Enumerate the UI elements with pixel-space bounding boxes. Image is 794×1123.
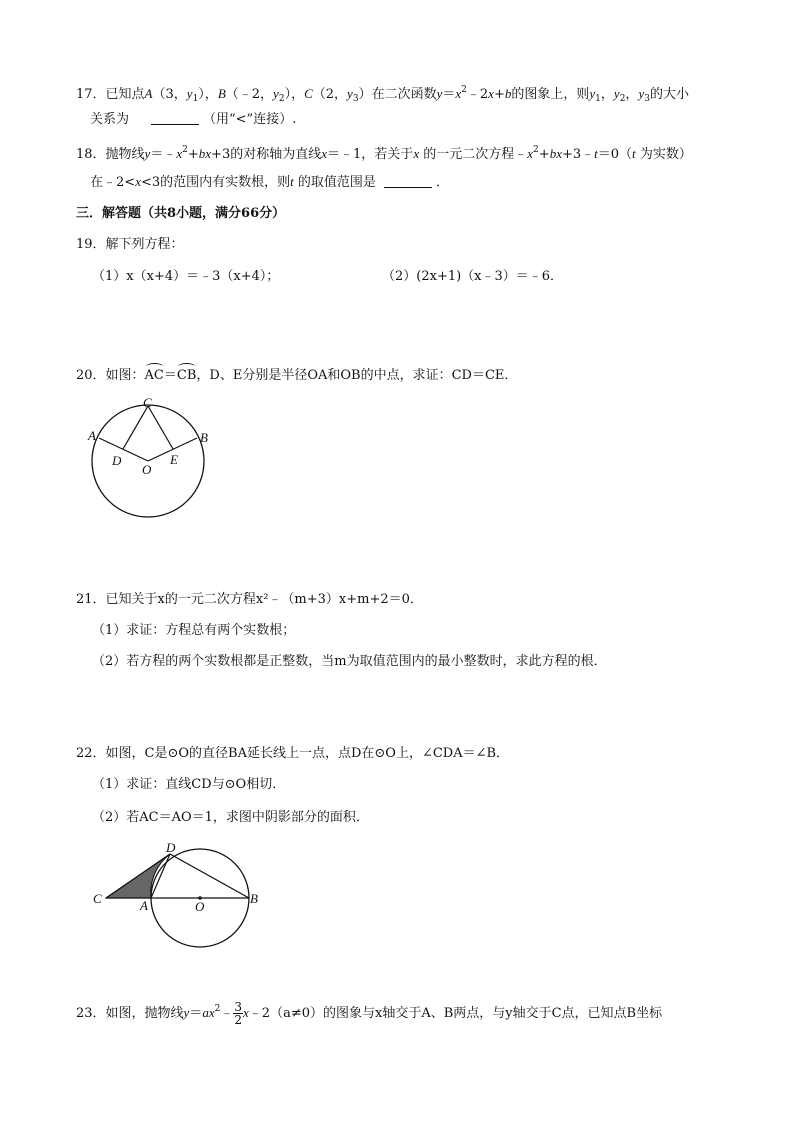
- q22-part2: （2）若AC＝AO＝1，求图中阴影部分的面积．: [92, 810, 369, 825]
- q20-arc-cb: CB: [177, 366, 197, 386]
- q22-label-a: A: [140, 898, 148, 913]
- q19-part2: （2）(2x+1)（x﹣3）＝﹣6．: [382, 269, 564, 284]
- q17-answer-blank: [151, 110, 199, 125]
- q23-line1: 23．如图，抛物线$y=ax^2﹣$ $\frac{3}{2}$ x﹣2（a≠0）的图象与x轴交于A、B两点，与y轴交于C点，已知点B坐标: [76, 1000, 663, 1027]
- q23-text-a: 23．如图，抛物线: [76, 1006, 184, 1021]
- q23-frac-num: 3: [234, 1000, 243, 1014]
- q21-line1: 21．已知关于x的一元二次方程x²﹣（m+3）x+m+2＝0．: [76, 592, 423, 607]
- section3-title: 三．解答题（共8小题，满分66分）: [76, 206, 286, 221]
- q20-label-d: D: [112, 453, 122, 468]
- q18-text-d: 的一元二次方程: [423, 147, 515, 162]
- q18-text-a: 18．抛物线: [76, 147, 145, 162]
- q18-answer-blank: [384, 173, 432, 188]
- q21-part1: （1）求证：方程总有两个实数根；: [92, 623, 296, 638]
- q22-part1: （1）求证：直线CD与⊙O相切．: [92, 777, 286, 792]
- q22-label-c: C: [93, 891, 102, 906]
- q20-rest: ，D、E分别是半径OA和OB的中点，求证：CD＝CE．: [196, 368, 518, 383]
- q20-label-b: B: [200, 430, 208, 445]
- q17-text-d: 的大小: [649, 87, 689, 102]
- q20-eq: ＝: [163, 368, 177, 383]
- q18-text-f: 在: [90, 175, 104, 190]
- q18-line2: 在﹣2<x<3的范围内有实数根，则t 的取值范围是 ．: [90, 174, 449, 190]
- q17-line1: 17．已知点A（3，$y_1$），B（﹣2，$y_2$），C（2，$y_3$）在二次函数$y=x^2﹣2x+b$的图象上，则$y_1$，$y_2$，$y_3$的大小: [76, 85, 689, 104]
- q22-label-b: B: [250, 891, 258, 906]
- q18-text-e: 为实数）: [639, 147, 692, 162]
- q18-text-c: ，若关于: [361, 147, 414, 162]
- q17-text-b: 在二次函数: [371, 87, 437, 102]
- q21-part2: （2）若方程的两个实数根都是正整数，当m为取值范围内的最小整数时，求此方程的根．: [92, 654, 607, 669]
- q20-label-o: O: [142, 462, 152, 477]
- q17-text-f: （用“<”连接）.: [203, 112, 297, 127]
- q17-text-c: 的图象上，则: [511, 87, 590, 102]
- q17-text-a: 17．已知点: [76, 87, 145, 102]
- q20-figure: [84, 398, 234, 528]
- q20-prefix: 20．如图：: [76, 368, 145, 383]
- q18-text-g: 的范围内有实数根，则: [160, 175, 291, 190]
- q22-label-o: O: [195, 899, 205, 914]
- q17-line2: [90, 110, 296, 130]
- q20-arc-ac: AC: [145, 366, 164, 386]
- q20-label-e: E: [170, 452, 178, 467]
- q19-part1: （1）x（x+4）＝﹣3（x+4）；: [92, 269, 280, 284]
- q19-title: 19．解下列方程：: [76, 237, 184, 252]
- q22-line1: 22．如图，C是⊙O的直径BA延长线上一点，点D在⊙O上，∠CDA＝∠B．: [76, 746, 510, 761]
- q18-line1: 18．抛物线$y=﹣x^2+bx+3$的对称轴为直线x＝﹣1，若关于x 的一元二次方程$﹣x^2+bx+3﹣t=0(t$ 为实数）: [76, 145, 692, 162]
- q20-label-a: A: [88, 428, 96, 443]
- q22-figure: [90, 838, 270, 958]
- q23-text-b: （a≠0）的图象与x轴交于A、B两点，与y轴交于C点，已知点B坐标: [270, 1006, 663, 1021]
- q23-frac-den: 2: [234, 1013, 243, 1027]
- q17-text-e: 关系为: [90, 112, 130, 127]
- q23-fraction: [233, 1001, 243, 1026]
- q18-text-h: 的取值范围是: [297, 175, 376, 190]
- q20-line1: [76, 366, 517, 386]
- q18-text-b: 的对称轴为直线: [230, 147, 322, 162]
- q20-label-c: C: [143, 398, 152, 410]
- q22-label-d: D: [166, 840, 176, 855]
